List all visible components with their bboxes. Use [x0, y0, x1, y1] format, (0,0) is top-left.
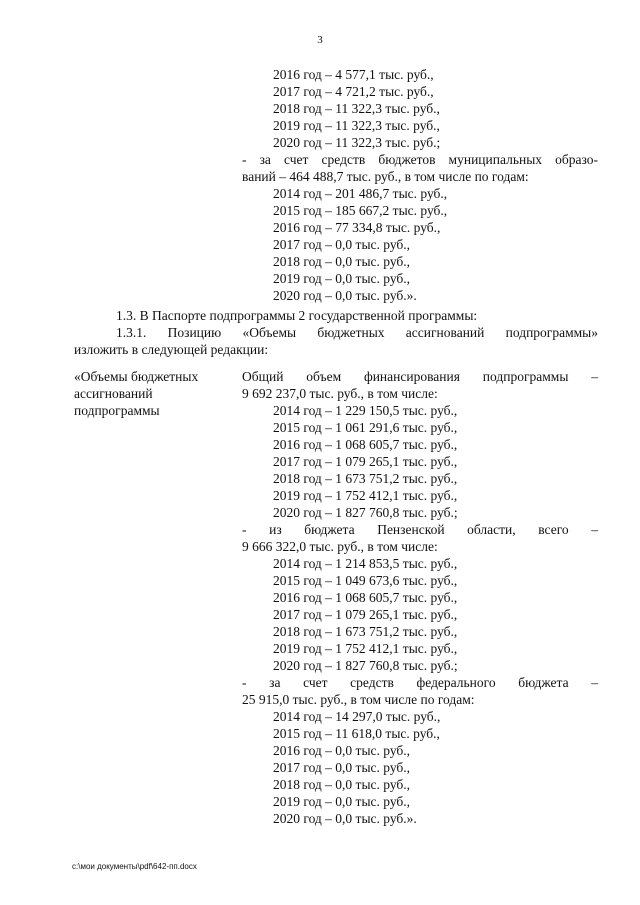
year-line: 2015 год – 185 667,2 тыс. руб.,: [273, 203, 448, 218]
year-line: 2020 год – 11 322,3 тыс. руб.;: [273, 135, 441, 150]
year-line: 2018 год – 1 673 751,2 тыс. руб.,: [273, 624, 458, 639]
year-line: 2015 год – 1 061 291,6 тыс. руб.,: [273, 420, 458, 435]
year-line: 2019 год – 11 322,3 тыс. руб.,: [273, 118, 440, 133]
year-line: 2018 год – 0,0 тыс. руб.,: [273, 254, 411, 269]
year-line: 2015 год – 1 049 673,6 тыс. руб.,: [273, 573, 458, 588]
left-label: «Объемы бюджетных: [74, 369, 199, 384]
year-line: 2016 год – 1 068 605,7 тыс. руб.,: [273, 590, 458, 605]
regional-line: 9 666 322,0 тыс. руб., в том числе:: [242, 539, 438, 554]
total-line: 9 692 237,0 тыс. руб., в том числе:: [242, 386, 438, 401]
year-line: 2017 год – 0,0 тыс. руб.,: [273, 760, 411, 775]
year-line: 2020 год – 1 827 760,8 тыс. руб.;: [273, 505, 458, 520]
year-line: 2017 год – 1 079 265,1 тыс. руб.,: [273, 607, 458, 622]
federal-line: 25 915,0 тыс. руб., в том числе по годам:: [242, 692, 475, 707]
left-label: подпрограммы: [74, 403, 160, 418]
federal-line: - за счет средств федерального бюджета –: [242, 675, 598, 690]
paragraph-1-3-1: 1.3.1. Позицию «Объемы бюджетных ассигнований подпрограммы»: [116, 325, 598, 340]
municipal-line: ваний – 464 488,7 тыс. руб., в том числе по годам:: [242, 169, 529, 184]
year-line: 2019 год – 0,0 тыс. руб.,: [273, 271, 411, 286]
year-line: 2018 год – 11 322,3 тыс. руб.,: [273, 101, 440, 116]
paragraph-1-3: 1.3. В Паспорте подпрограммы 2 государственной программы:: [116, 308, 478, 323]
paragraph-1-3-1-cont: изложить в следующей редакции:: [74, 342, 269, 357]
year-line: 2019 год – 0,0 тыс. руб.,: [273, 794, 411, 809]
year-line: 2017 год – 4 721,2 тыс. руб.,: [273, 84, 434, 99]
regional-line: - из бюджета Пензенской области, всего –: [242, 522, 598, 537]
year-line: 2020 год – 0,0 тыс. руб.».: [273, 288, 417, 303]
year-line: 2016 год – 1 068 605,7 тыс. руб.,: [273, 437, 458, 452]
year-line: 2014 год – 1 214 853,5 тыс. руб.,: [273, 556, 458, 571]
year-line: 2018 год – 1 673 751,2 тыс. руб.,: [273, 471, 458, 486]
year-line: 2016 год – 77 334,8 тыс. руб.,: [273, 220, 441, 235]
year-line: 2017 год – 1 079 265,1 тыс. руб.,: [273, 454, 458, 469]
municipal-line: - за счет средств бюджетов муниципальных образо-: [242, 152, 598, 167]
left-label: ассигнований: [74, 386, 153, 401]
year-line: 2020 год – 0,0 тыс. руб.».: [273, 811, 417, 826]
year-line: 2018 год – 0,0 тыс. руб.,: [273, 777, 411, 792]
page-number: 3: [317, 34, 323, 46]
year-line: 2014 год – 1 229 150,5 тыс. руб.,: [273, 403, 458, 418]
year-line: 2014 год – 201 486,7 тыс. руб.,: [273, 186, 448, 201]
year-line: 2016 год – 0,0 тыс. руб.,: [273, 743, 411, 758]
year-line: 2020 год – 1 827 760,8 тыс. руб.;: [273, 658, 458, 673]
year-line: 2014 год – 14 297,0 тыс. руб.,: [273, 709, 441, 724]
total-line: Общий объем финансирования подпрограммы –: [242, 369, 598, 384]
year-line: 2015 год – 11 618,0 тыс. руб.,: [273, 726, 440, 741]
footer-file-path: c:\мои документы\pdf\642-пп.docx: [72, 862, 197, 871]
year-line: 2019 год – 1 752 412,1 тыс. руб.,: [273, 488, 458, 503]
year-line: 2019 год – 1 752 412,1 тыс. руб.,: [273, 641, 458, 656]
year-line: 2016 год – 4 577,1 тыс. руб.,: [273, 67, 434, 82]
year-line: 2017 год – 0,0 тыс. руб.,: [273, 237, 411, 252]
